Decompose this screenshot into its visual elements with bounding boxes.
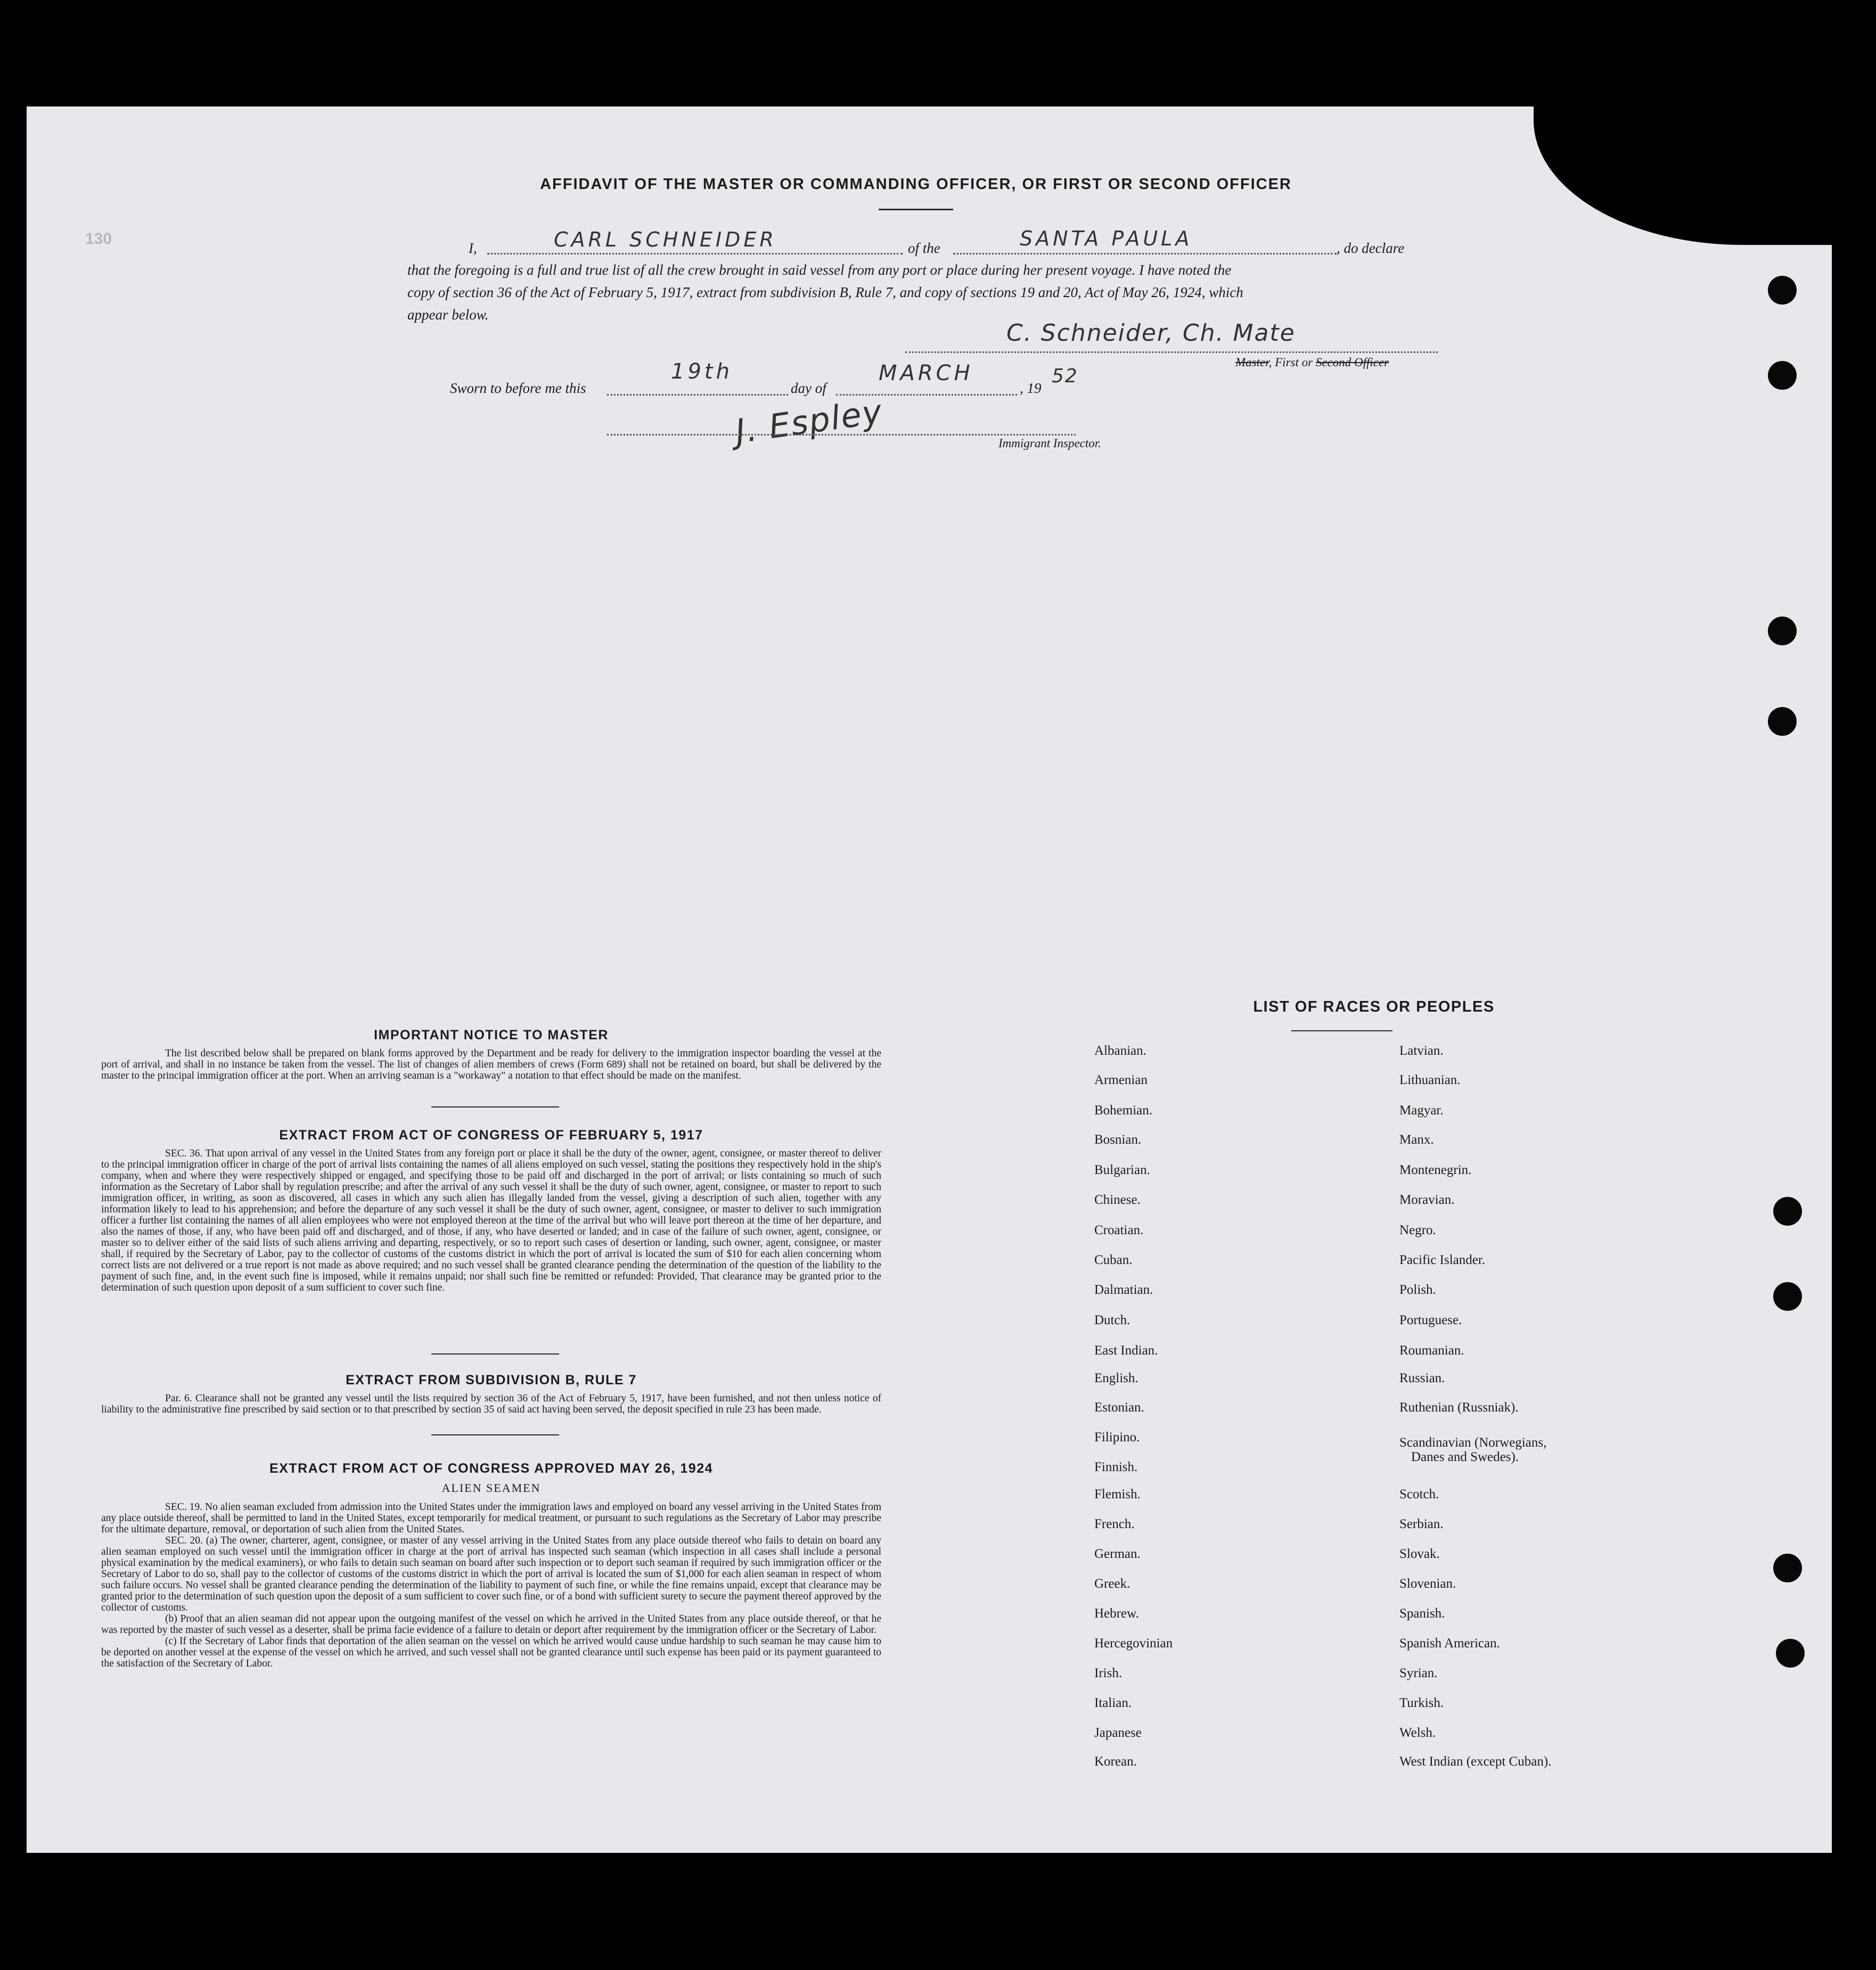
extract-1924-body	[101, 1501, 881, 1669]
race-item: West Indian (except Cuban).	[1399, 1754, 1552, 1769]
vessel-name: SANTA PAULA	[1020, 227, 1193, 250]
race-item: Cuban.	[1094, 1253, 1133, 1267]
race-item: Danes and Swedes).	[1411, 1450, 1519, 1464]
year-prefix: , 19	[1020, 380, 1042, 396]
race-item: Syrian.	[1399, 1666, 1438, 1680]
punch-hole	[1768, 707, 1797, 736]
race-item: Scandinavian (Norwegians,	[1399, 1435, 1547, 1450]
race-item: Italian.	[1094, 1696, 1132, 1710]
races-underline	[1291, 1030, 1392, 1031]
race-item: Spanish American.	[1399, 1636, 1500, 1651]
sworn-year: 52	[1052, 365, 1078, 387]
i-label: I,	[469, 240, 477, 256]
master-name: CARL SCHNEIDER	[554, 228, 777, 251]
officer-first: , First or	[1268, 356, 1316, 369]
race-item: Greek.	[1094, 1577, 1130, 1591]
divider	[431, 1353, 559, 1355]
rule-7-title: EXTRACT FROM SUBDIVISION B, RULE 7	[346, 1373, 637, 1388]
inspector-signature: J. Espley	[733, 391, 886, 452]
race-item: Slovenian.	[1399, 1577, 1456, 1591]
race-item: Slovak.	[1399, 1547, 1440, 1561]
race-item: Chinese.	[1094, 1193, 1141, 1207]
section-20c-text: (c) If the Secretary of Labor finds that deportation of the alien seaman on the vessel on which he arrived would cause undue hardship to such seaman he may cause him to be deported on another vessel at the expense of the vessel on which he arrived, and such vessel shall not be granted clearance until such expense has been paid or its payment guaranteed to the satisfaction of the Secretary of Labor.	[101, 1636, 881, 1669]
race-item: Welsh.	[1399, 1726, 1436, 1740]
sworn-month: MARCH	[879, 361, 973, 385]
section-36-text: SEC. 36. That upon arrival of any vessel in the United States from any foreign port or place it shall be the duty of the owner, agent, consignee, or master thereof to deliver to the principal immigration officer in charge of the port of arrival lists containing the names of all aliens employed on such vessel, stating the positions they respectively hold in the ship's company, when and where they were respectively shipped or engaged, and specifying those to be paid off and discharged in the port of arrival; or lists containing so much of such information as the Secretary of Labor shall by regulation prescribe; and after the arrival of any such vessel it shall be the duty of such owner, agent, consignee, or master to report to such immigration officer, in writing, as soon as discovered, all cases in which any such alien has illegally landed from the vessel, giving a description of such alien, together with any information likely to lead to his apprehension; and before the departure of any such vessel it shall be the duty of such owner, agent, consignee, or master to deliver to such immigration officer a further list containing the names of all alien employees who were not employed thereon at the time of the arrival but who will leave port thereon at the time of her departure, and also the names of those, if any, who have been paid off and discharged, and of those, if any, who have deserted or landed; and in case of the failure of such owner, agent, consignee, or master so to deliver either of the said lists of such aliens arriving and departing, respectively, or so to report such cases of desertion or landing, such owner, agent, consignee, or master shall, if required by the Secretary of Labor, pay to the collector of customs of the customs district in which the port of arrival is located the sum of $10 for each alien concerning whom correct lists are not delivered or a true report is not made as above required; and no such vessel shall be granted clearance pending the determination of the question of the liability to the payment of such fine, and, in the event such fine is imposed, while it remains unpaid; nor shall such fine be remitted or refunded: Provided, That clearance may be granted prior to the determination of such question upon deposit of a sum sufficient to cover such fine.	[101, 1148, 881, 1293]
race-item: English.	[1094, 1371, 1138, 1385]
extract-1917-title: EXTRACT FROM ACT OF CONGRESS OF FEBRUARY 5, 1917	[279, 1128, 703, 1143]
race-item: Roumanian.	[1399, 1343, 1464, 1358]
race-item: Pacific Islander.	[1399, 1253, 1486, 1267]
punch-hole	[1773, 1197, 1802, 1226]
race-item: Hercegovinian	[1094, 1636, 1173, 1651]
race-item: Dutch.	[1094, 1313, 1130, 1327]
margin-stamp-number: 130	[85, 230, 112, 248]
race-item: Bosnian.	[1094, 1132, 1142, 1147]
notice-title: IMPORTANT NOTICE TO MASTER	[374, 1028, 609, 1043]
race-item: Spanish.	[1399, 1606, 1445, 1621]
affidavit-line-3: copy of section 36 of the Act of February 5, 1917, extract from subdivision B, Rule 7, and copy of sections 19 and 20, Act of May 26, 1924, which	[407, 284, 1243, 300]
race-item: Lithuanian.	[1399, 1073, 1461, 1087]
rule-7-text: Par. 6. Clearance shall not be granted any vessel until the lists required by section 36 of the Act of February 5, 1917, have been furnished, and not then unless notice of liability to the administrative fine prescribed by said section or to that prescribed by section 35 of said act having been served, the deposit specified in rule 23 has been made.	[101, 1393, 881, 1415]
race-item: East Indian.	[1094, 1343, 1158, 1358]
alien-seamen-subtitle: ALIEN SEAMEN	[441, 1481, 541, 1495]
race-item: Turkish.	[1399, 1696, 1444, 1710]
race-item: Armenian	[1094, 1073, 1148, 1087]
divider	[431, 1434, 559, 1435]
vessel-line	[953, 253, 1337, 255]
race-item: Irish.	[1094, 1666, 1123, 1680]
races-title: LIST OF RACES OR PEOPLES	[1253, 998, 1495, 1015]
race-item: Finnish.	[1094, 1460, 1138, 1474]
race-item: Scotch.	[1399, 1487, 1439, 1501]
day-line	[607, 394, 788, 396]
race-item: German.	[1094, 1547, 1141, 1561]
officer-second: Second Officer	[1315, 356, 1389, 369]
rule-7-body	[101, 1393, 881, 1415]
master-signature: C. Schneider, Ch. Mate	[1006, 319, 1296, 347]
race-item: Polish.	[1399, 1283, 1436, 1297]
title-underline	[879, 209, 953, 210]
punch-hole	[1773, 1282, 1802, 1311]
race-item: Moravian.	[1399, 1193, 1455, 1207]
punch-hole	[1773, 1554, 1802, 1582]
race-item: Russian.	[1399, 1371, 1445, 1385]
extract-1924-title: EXTRACT FROM ACT OF CONGRESS APPROVED MAY 26, 1924	[269, 1461, 714, 1476]
sworn-day: 19th	[671, 359, 733, 384]
officer-label	[1235, 356, 1389, 370]
race-item: Magyar.	[1399, 1103, 1444, 1118]
race-item: Dalmatian.	[1094, 1283, 1153, 1297]
section-20a-text: SEC. 20. (a) The owner, charterer, agent, consignee, or master of any vessel arriving in the United States from any place outside thereof who fails to detain on board any alien seaman employed on such vessel until the immigration officer in charge at the port of arrival has inspected such seaman (which inspection in all cases shall include a personal physical examination by the medical examiners), or who fails to detain such seaman on board after such inspection or to deport such seaman if required by such immigration officer or the Secretary of Labor to do so, shall pay to the collector of customs of the customs district in which the port of arrival is located the sum of $1,000 for each alien seaman in respect of whom such failure occurs. No vessel shall be granted clearance pending the determination of the liability to payment of such fine, or while the fine remains unpaid, except that clearance may be granted prior to the determination of such question upon the deposit of a sum sufficient to cover such fine, or of a bond with sufficient surety to secure the payment thereof approved by the collector of customs.	[101, 1535, 881, 1613]
divider	[431, 1106, 559, 1107]
affidavit-line-2: that the foregoing is a full and true list of all the crew brought in said vessel from any port or place during her present voyage. I have noted the	[407, 262, 1232, 278]
race-item: Serbian.	[1399, 1517, 1444, 1531]
race-item: Hebrew.	[1094, 1606, 1139, 1621]
punch-hole	[1776, 1639, 1805, 1668]
section-19-text: SEC. 19. No alien seaman excluded from admission into the United States under the immigration laws and employed on board any vessel arriving in the United States from any place outside thereof, shall be permitted to land in the United States, except temporarily for medical treatment, or pursuant to such regulations as the Secretary of Labor may prescribe for the ultimate departure, removal, or deportation of such alien from the United States.	[101, 1501, 881, 1535]
race-item: Croatian.	[1094, 1223, 1144, 1237]
race-item: Bohemian.	[1094, 1103, 1153, 1118]
race-item: Montenegrin.	[1399, 1163, 1472, 1177]
notice-text: The list described below shall be prepared on blank forms approved by the Department and be ready for delivery to the immigration inspector boarding the vessel at the port of arrival, and shall in no instance be taken from the vessel. The list of changes of alien members of crews (Form 689) shall not be retained on board, but shall be delivered by the master to the principal immigration officer at the port. When an arriving seaman is a "workaway" a notation to that effect should be made on the manifest.	[101, 1048, 881, 1081]
race-item: Negro.	[1399, 1223, 1436, 1237]
torn-corner	[1534, 106, 1832, 245]
of-the-label: of the	[908, 240, 940, 256]
race-item: Filipino.	[1094, 1430, 1140, 1444]
inspector-line	[607, 434, 1076, 436]
race-item: French.	[1094, 1517, 1135, 1531]
affidavit-title: AFFIDAVIT OF THE MASTER OR COMMANDING OFFICER, OR FIRST OR SECOND OFFICER	[540, 176, 1292, 193]
race-item: Portuguese.	[1399, 1313, 1462, 1327]
race-item: Flemish.	[1094, 1487, 1141, 1501]
race-item: Albanian.	[1094, 1044, 1146, 1058]
section-20b-text: (b) Proof that an alien seaman did not appear upon the outgoing manifest of the vessel on which he arrived in the United States from any place outside thereof, or that he was reported by the master of such vessel as a deserter, shall be prima facie evidence of a failure to detain or deport after requirement by the immigration officer or the Secretary of Labor.	[101, 1613, 881, 1636]
race-item: Ruthenian (Russniak).	[1399, 1400, 1519, 1415]
do-declare-label: , do declare	[1337, 240, 1405, 256]
day-of-label: day of	[791, 380, 826, 396]
punch-hole	[1768, 276, 1797, 305]
punch-hole	[1768, 617, 1797, 645]
officer-master: Master	[1235, 356, 1269, 369]
name-line	[487, 253, 903, 255]
document-page	[27, 106, 1832, 1853]
race-item: Korean.	[1094, 1754, 1137, 1769]
extract-1917-body	[101, 1148, 881, 1293]
race-item: Japanese	[1094, 1726, 1142, 1740]
inspector-label: Immigrant Inspector.	[998, 437, 1101, 450]
race-item: Latvian.	[1399, 1044, 1444, 1058]
punch-hole	[1768, 361, 1797, 390]
signature-line	[905, 351, 1438, 353]
affidavit-line-4: appear below.	[407, 307, 489, 323]
sworn-label: Sworn to before me this	[450, 380, 586, 396]
race-item: Estonian.	[1094, 1400, 1144, 1415]
notice-body	[101, 1048, 881, 1081]
race-item: Manx.	[1399, 1132, 1434, 1147]
race-item: Bulgarian.	[1094, 1163, 1150, 1177]
